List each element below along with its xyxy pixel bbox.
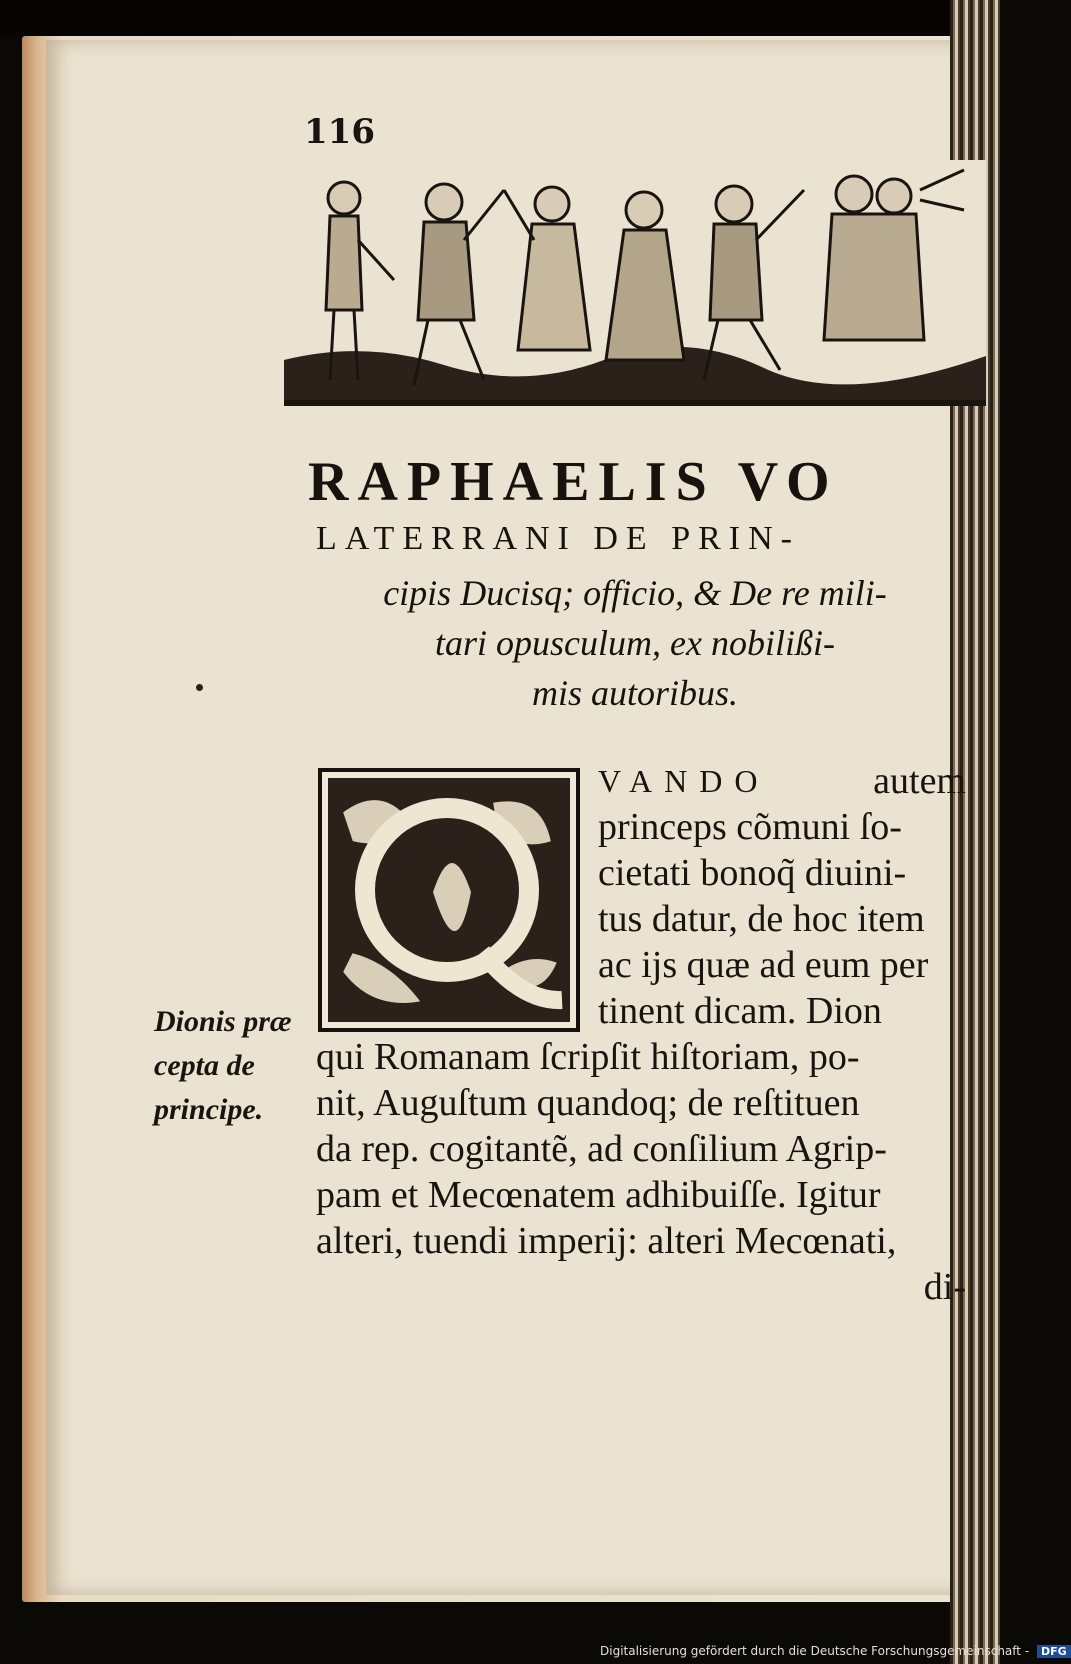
page-number: 116 (304, 112, 375, 152)
body-line-start: VANDO (598, 763, 770, 799)
title-line-2: LATERRANI DE PRIN- (316, 520, 800, 557)
body-line: tus datur, de hoc item (598, 898, 925, 940)
marginal-note-line: principe. (154, 1093, 264, 1126)
body-line: pam et Mecœnatem adhibuiſſe. Igitur (316, 1174, 881, 1216)
title-italic-line: mis autoribus. (531, 673, 739, 713)
body-text (316, 758, 966, 1310)
title-line-1: RAPHAELIS VO (308, 451, 839, 513)
body-line: princeps cõmuni ſo- (598, 806, 902, 848)
woodcut-illustration (284, 160, 986, 406)
body-line: ac ijs quæ ad eum per (598, 944, 929, 986)
title-italic-block (300, 568, 970, 718)
top-background (0, 0, 1000, 36)
digitization-footer (600, 1644, 1071, 1658)
catchword: di- (923, 1266, 966, 1308)
body-line: alteri, tuendi imperij: alteri Mecœnati, (316, 1220, 897, 1262)
title-italic-line: cipis Ducisq; officio, & De re mili- (383, 573, 887, 613)
body-line: cietati bonoq̃ diuini- (598, 852, 907, 894)
body-line: da rep. cogitantẽ, ad conſilium Agrip- (316, 1128, 887, 1170)
dfg-logo: DFG (1037, 1645, 1071, 1658)
ink-dot (196, 684, 203, 691)
body-line (598, 758, 966, 804)
title-italic-line: tari opusculum, ex nobilißi- (435, 623, 835, 663)
body-line: qui Romanam ſcripſit hiſtoriam, po- (316, 1036, 860, 1078)
body-line: tinent dicam. Dion (598, 990, 882, 1032)
marginal-note-line: Dionis præ (154, 1005, 292, 1038)
body-line-end: autem (873, 760, 966, 802)
marginal-note-line: cepta de (154, 1049, 255, 1082)
footer-text: Digitalisierung gefördert durch die Deutsche Forschungsgemeinschaft - (600, 1644, 1030, 1658)
body-line: nit, Auguſtum quandoq; de reſtituen (316, 1082, 860, 1124)
marginal-note (154, 1000, 304, 1132)
